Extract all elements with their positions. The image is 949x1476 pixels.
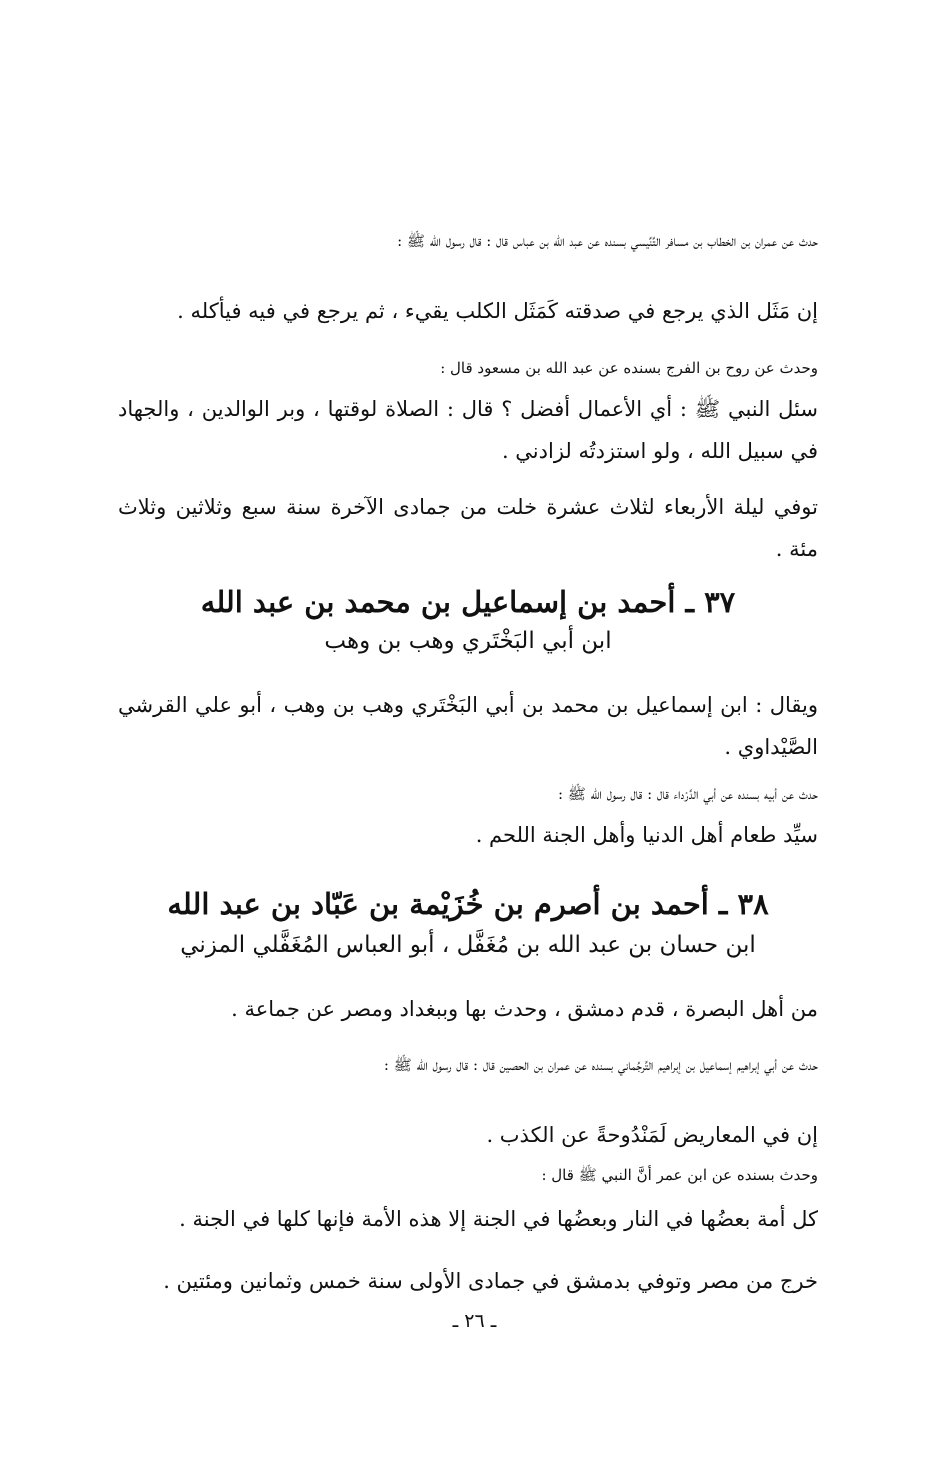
- entry-subheading: ابن أبي البَخْتَري وهب بن وهب: [324, 628, 612, 654]
- hadith-text: إن في المعاريض لَمَنْدُوحةً عن الكذب .: [486, 1123, 818, 1147]
- isnad-text: حدث عن عمران بن الخطاب بن مسافر التِّنِّيسي بسنده عن عبد الله بن عباس قال : قال رسول الله ﷺ :: [397, 232, 818, 250]
- biography-text: من أهل البصرة ، قدم دمشق ، وحدث بها وببغداد ومصر عن جماعة .: [231, 997, 818, 1021]
- death-date-text: توفي ليلة الأربعاء لثلاث عشرة خلت من جمادى الآخرة سنة سبع وثلاثين وثلاث مئة .: [118, 495, 818, 561]
- hadith-text: سيِّد طعام أهل الدنيا وأهل الجنة اللحم .: [475, 823, 818, 847]
- isnad-text: وحدث بسنده عن ابن عمر أنَّ النبي ﷺ قال :: [541, 1166, 818, 1184]
- hadith-text: سئل النبي ﷺ : أي الأعمال أفضل ؟ قال : الصلاة لوقتها ، وبر الوالدين ، والجهاد في سبيل الله ، ولو استزدتُه لزادني .: [118, 397, 818, 463]
- isnad-text: وحدث عن روح بن الفرج بسنده عن عبد الله بن مسعود قال :: [440, 359, 818, 377]
- hadith-text: كل أمة بعضُها في النار وبعضُها في الجنة إلا هذه الأمة فإنها كلها في الجنة .: [179, 1207, 818, 1231]
- hadith-text: إن مَثَل الذي يرجع في صدقته كَمَثَل الكلب يقيء ، ثم يرجع في فيه فيأكله .: [177, 299, 818, 323]
- isnad-text: حدث عن أبي إبراهيم إسماعيل بن إبراهيم التَّرجُماني بسنده عن عمران بن الحصين قال : قال رسول الله ﷺ :: [383, 1056, 818, 1074]
- entry-heading: ٣٧ ـ أحمد بن إسماعيل بن محمد بن عبد الله: [200, 585, 736, 619]
- isnad-text: حدث عن أبيه بسنده عن أبي الدَّرْداء قال : قال رسول الله ﷺ :: [557, 785, 818, 803]
- page-number: ـ ٢٦ ـ: [452, 1310, 497, 1332]
- entry-heading: ٣٨ ـ أحمد بن أصرم بن خُزَيْمة بن عَبّاد بن عبد الله: [167, 887, 769, 921]
- death-date-text: خرج من مصر وتوفي بدمشق في جمادى الأولى سنة خمس وثمانين ومئتين .: [163, 1269, 818, 1293]
- biography-text: ويقال : ابن إسماعيل بن محمد بن أبي البَخْتَري وهب بن وهب ، أبو علي القرشي الصَّيْداوي .: [118, 693, 818, 759]
- entry-subheading: ابن حسان بن عبد الله بن مُغَفَّل ، أبو العباس المُغَفَّلي المزني: [180, 932, 756, 958]
